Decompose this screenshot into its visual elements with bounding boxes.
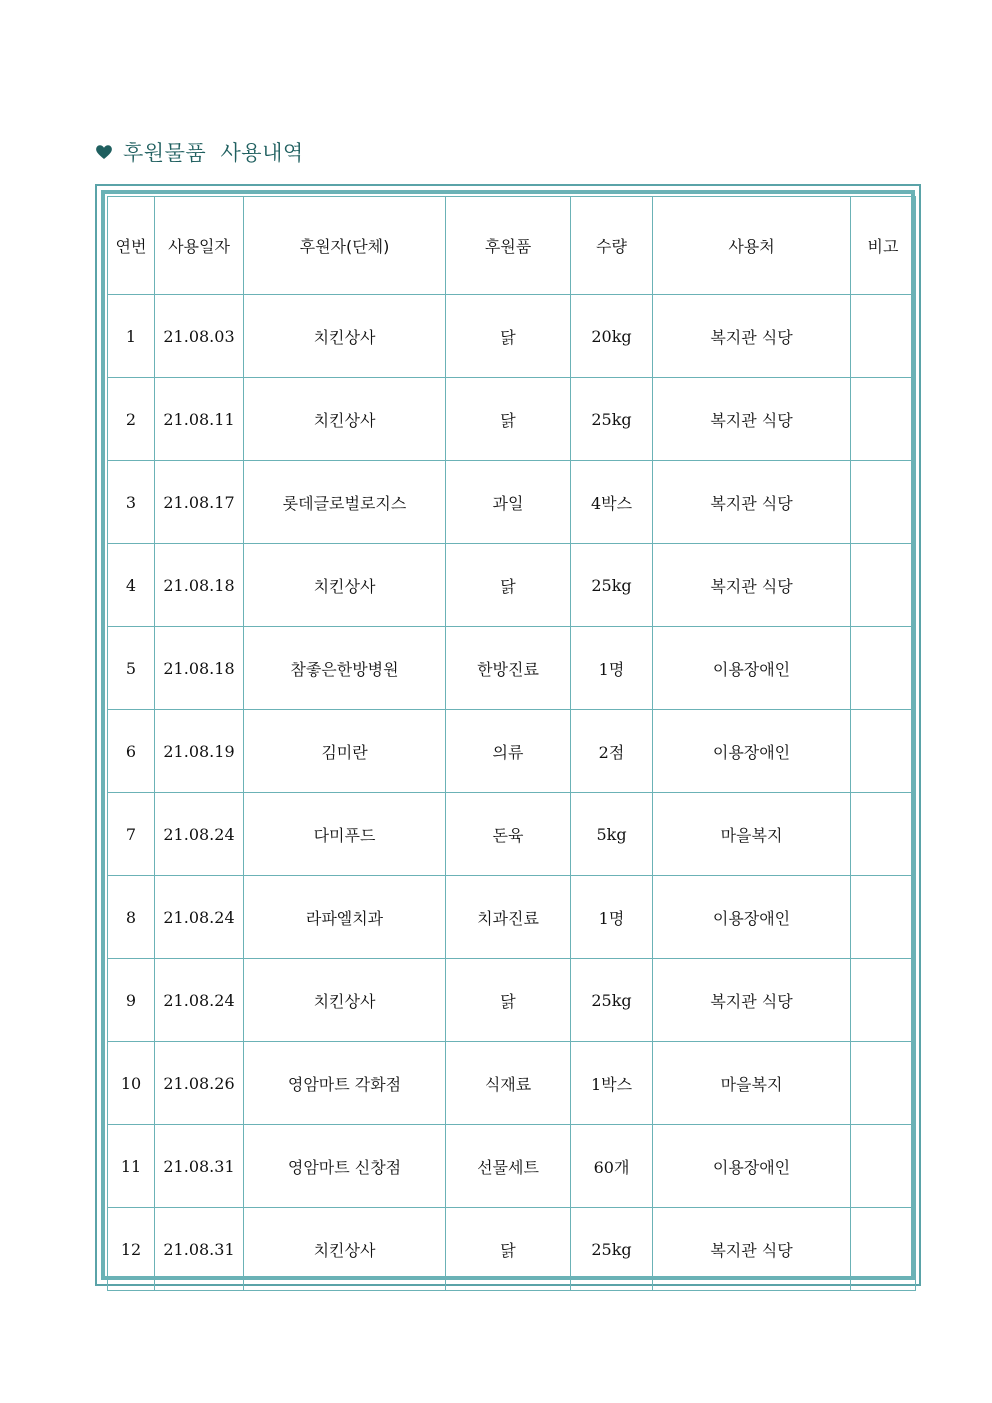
cell-item: 닭 — [446, 295, 571, 378]
table-header-row — [108, 197, 916, 295]
cell-place: 복지관 식당 — [653, 461, 851, 544]
cell-place: 복지관 식당 — [653, 378, 851, 461]
cell-quantity: 4박스 — [571, 461, 653, 544]
cell-quantity: 60개 — [571, 1125, 653, 1208]
cell-note — [851, 793, 916, 876]
donation-usage-table — [107, 196, 916, 1291]
cell-no: 1 — [108, 295, 155, 378]
cell-item: 한방진료 — [446, 627, 571, 710]
cell-item: 의류 — [446, 710, 571, 793]
cell-no: 5 — [108, 627, 155, 710]
cell-note — [851, 959, 916, 1042]
cell-date: 21.08.24 — [155, 876, 244, 959]
cell-item: 닭 — [446, 544, 571, 627]
cell-no: 9 — [108, 959, 155, 1042]
cell-note — [851, 710, 916, 793]
table-row — [108, 710, 916, 793]
cell-place: 마을복지 — [653, 1042, 851, 1125]
cell-date: 21.08.18 — [155, 544, 244, 627]
table-body — [108, 295, 916, 1291]
cell-item: 닭 — [446, 959, 571, 1042]
cell-date: 21.08.31 — [155, 1208, 244, 1291]
column-header-donor: 후원자(단체) — [244, 197, 446, 295]
table-row — [108, 1125, 916, 1208]
cell-no: 3 — [108, 461, 155, 544]
column-header-place: 사용처 — [653, 197, 851, 295]
cell-item: 닭 — [446, 1208, 571, 1291]
cell-item: 돈육 — [446, 793, 571, 876]
cell-no: 7 — [108, 793, 155, 876]
cell-date: 21.08.24 — [155, 959, 244, 1042]
cell-place: 이용장애인 — [653, 876, 851, 959]
cell-place: 이용장애인 — [653, 710, 851, 793]
cell-quantity: 20kg — [571, 295, 653, 378]
cell-item: 닭 — [446, 378, 571, 461]
cell-quantity: 25kg — [571, 1208, 653, 1291]
cell-no: 8 — [108, 876, 155, 959]
cell-no: 4 — [108, 544, 155, 627]
cell-donor: 치킨상사 — [244, 378, 446, 461]
cell-donor: 치킨상사 — [244, 544, 446, 627]
cell-donor: 치킨상사 — [244, 295, 446, 378]
cell-date: 21.08.19 — [155, 710, 244, 793]
cell-place: 마을복지 — [653, 793, 851, 876]
cell-donor: 치킨상사 — [244, 1208, 446, 1291]
cell-quantity: 1명 — [571, 876, 653, 959]
table-row — [108, 1208, 916, 1291]
cell-item: 선물세트 — [446, 1125, 571, 1208]
cell-no: 10 — [108, 1042, 155, 1125]
table-row — [108, 544, 916, 627]
cell-date: 21.08.18 — [155, 627, 244, 710]
cell-note — [851, 544, 916, 627]
table-row — [108, 461, 916, 544]
cell-place: 복지관 식당 — [653, 1208, 851, 1291]
cell-quantity: 2점 — [571, 710, 653, 793]
cell-donor: 롯데글로벌로지스 — [244, 461, 446, 544]
cell-quantity: 1박스 — [571, 1042, 653, 1125]
cell-place: 복지관 식당 — [653, 544, 851, 627]
table-row — [108, 378, 916, 461]
cell-note — [851, 461, 916, 544]
cell-place: 이용장애인 — [653, 1125, 851, 1208]
cell-donor: 참좋은한방병원 — [244, 627, 446, 710]
cell-note — [851, 1125, 916, 1208]
cell-date: 21.08.31 — [155, 1125, 244, 1208]
cell-date: 21.08.11 — [155, 378, 244, 461]
cell-date: 21.08.17 — [155, 461, 244, 544]
cell-quantity: 25kg — [571, 378, 653, 461]
table-row — [108, 876, 916, 959]
table-frame-inner — [101, 190, 915, 1280]
table-row — [108, 627, 916, 710]
table-row — [108, 1042, 916, 1125]
column-header-date: 사용일자 — [155, 197, 244, 295]
cell-no: 6 — [108, 710, 155, 793]
cell-item: 과일 — [446, 461, 571, 544]
cell-date: 21.08.24 — [155, 793, 244, 876]
cell-place: 복지관 식당 — [653, 295, 851, 378]
heart-icon — [95, 143, 113, 161]
cell-donor: 영암마트 각화점 — [244, 1042, 446, 1125]
page-title: 후원물품 사용내역 — [123, 141, 304, 165]
table-row — [108, 793, 916, 876]
cell-item: 치과진료 — [446, 876, 571, 959]
cell-donor: 다미푸드 — [244, 793, 446, 876]
cell-place: 이용장애인 — [653, 627, 851, 710]
column-header-note: 비고 — [851, 197, 916, 295]
table-row — [108, 959, 916, 1042]
page-heading — [95, 136, 304, 168]
cell-quantity: 25kg — [571, 959, 653, 1042]
cell-date: 21.08.03 — [155, 295, 244, 378]
cell-place: 복지관 식당 — [653, 959, 851, 1042]
column-header-quantity: 수량 — [571, 197, 653, 295]
cell-donor: 김미란 — [244, 710, 446, 793]
cell-note — [851, 627, 916, 710]
cell-note — [851, 876, 916, 959]
cell-no: 12 — [108, 1208, 155, 1291]
cell-item: 식재료 — [446, 1042, 571, 1125]
cell-donor: 라파엘치과 — [244, 876, 446, 959]
cell-date: 21.08.26 — [155, 1042, 244, 1125]
cell-note — [851, 378, 916, 461]
table-row — [108, 295, 916, 378]
cell-quantity: 25kg — [571, 544, 653, 627]
column-header-item: 후원품 — [446, 197, 571, 295]
cell-donor: 영암마트 신창점 — [244, 1125, 446, 1208]
cell-no: 11 — [108, 1125, 155, 1208]
cell-note — [851, 1208, 916, 1291]
cell-no: 2 — [108, 378, 155, 461]
cell-quantity: 1명 — [571, 627, 653, 710]
cell-quantity: 5kg — [571, 793, 653, 876]
table-frame — [95, 184, 921, 1286]
cell-donor: 치킨상사 — [244, 959, 446, 1042]
column-header-no: 연번 — [108, 197, 155, 295]
cell-note — [851, 295, 916, 378]
cell-note — [851, 1042, 916, 1125]
